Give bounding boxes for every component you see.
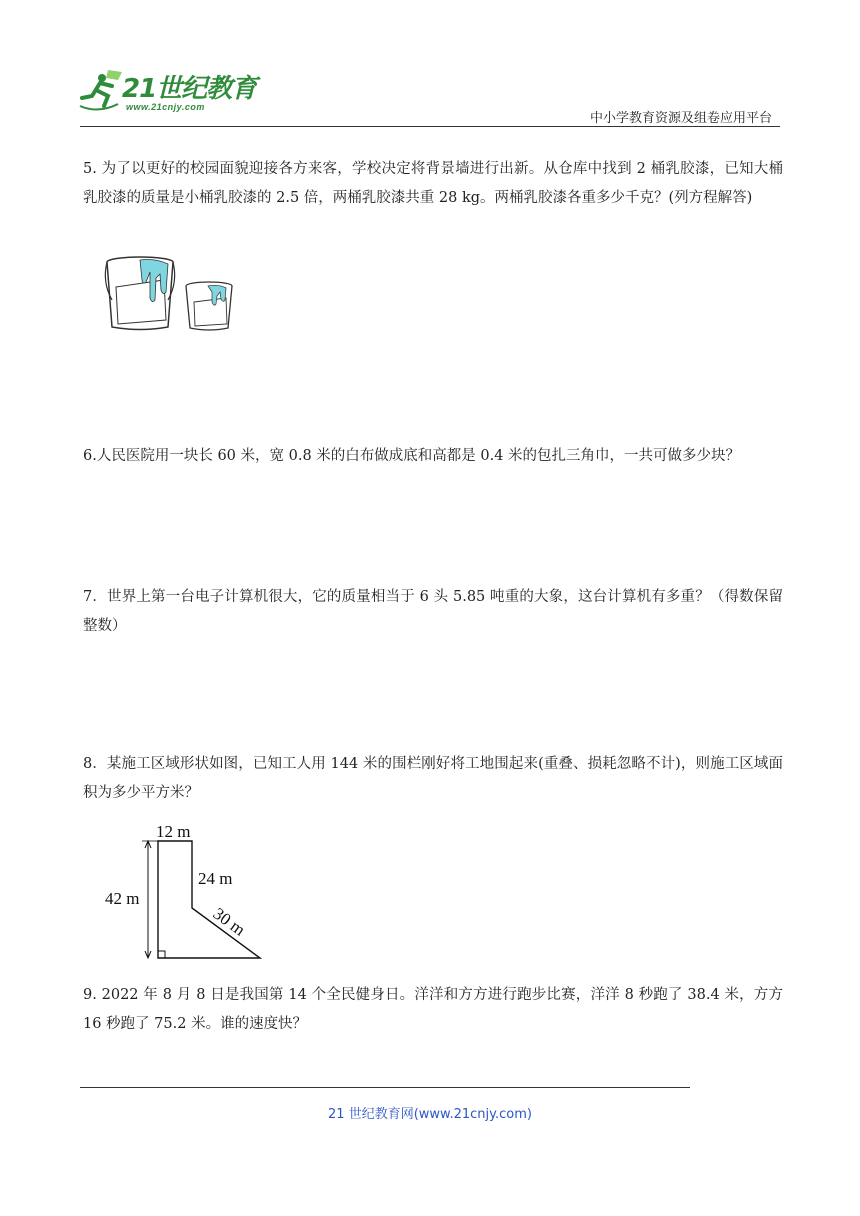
- right-length-label: 24 m: [198, 869, 233, 888]
- top-length-label: 12 m: [156, 822, 191, 841]
- runner-logo-icon: [78, 66, 128, 116]
- left-height-label: 42 m: [105, 889, 140, 908]
- slant-length-label: 30 m: [209, 903, 249, 940]
- header-rule: [80, 126, 780, 127]
- question-9: 9. 2022 年 8 月 8 日是我国第 14 个全民健身日。洋洋和方方进行跑步比赛，洋洋 8 秒跑了 38.4 米，方方 16 秒跑了 75.2 米。谁的速度快？: [83, 987, 783, 1032]
- area-outline: [158, 841, 260, 958]
- platform-name: 中小学教育资源及组卷应用平台: [589, 111, 772, 126]
- logo-text: 21世纪教育: [122, 74, 257, 104]
- question-5: 5. 为了以更好的校园面貌迎接各方来客，学校决定将背景墙进行出新。从仓库中找到 2 桶乳胶漆，已知大桶乳胶漆的质量是小桶乳胶漆的 2.5 倍，两桶乳胶漆共重 28 kg。两桶乳胶漆各重多少千克？(列方程解答): [83, 161, 783, 206]
- question-8: 8．某施工区域形状如图，已知工人用 144 米的围栏刚好将工地围起来(重叠、损耗忽略不计)，则施工区域面积为多少平方米？: [83, 756, 783, 801]
- footer-link[interactable]: 21 世纪教育网(www.21cnjy.com): [328, 1107, 532, 1122]
- question-7: 7．世界上第一台电子计算机很大，它的质量相当于 6 头 5.85 吨重的大象，这台计算机有多重？（得数保留整数）: [83, 589, 783, 634]
- right-angle-mark: [158, 951, 165, 958]
- question-6: 6.人民医院用一块长 60 米，宽 0.8 米的白布做成底和高都是 0.4 米的包扎三角巾，一共可做多少块？: [83, 448, 741, 464]
- logo-url: www.21cnjy.com: [126, 102, 205, 112]
- footer-rule: [80, 1087, 690, 1088]
- paint-buckets-image: [100, 252, 240, 338]
- construction-area-diagram: [100, 815, 280, 969]
